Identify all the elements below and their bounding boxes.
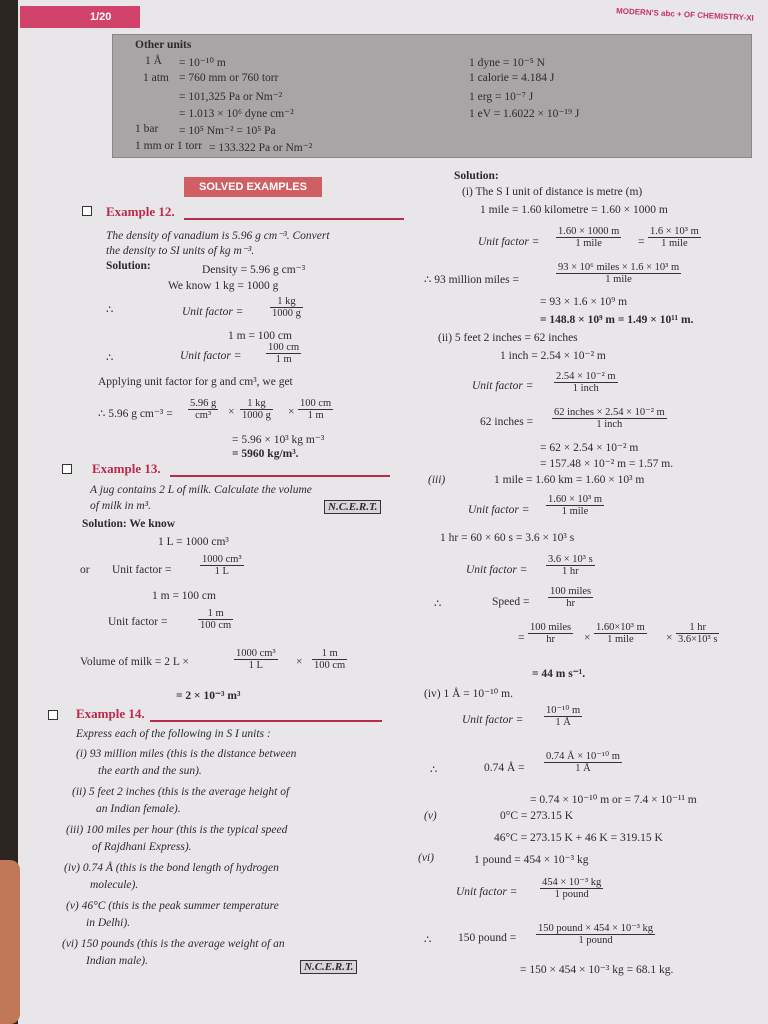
question-item: (iii) 100 miles per hour (this is the typical speed <box>66 824 288 836</box>
answer: = 5960 kg/m³. <box>232 448 299 460</box>
solution-line: 1 L = 1000 cm³ <box>158 536 229 548</box>
therefore-symbol: ∴ <box>430 764 438 776</box>
or-label: or <box>80 564 90 576</box>
solution-line: 1 m = 100 cm <box>228 330 292 342</box>
solution-line: 1 pound = 454 × 10⁻³ kg <box>474 854 589 866</box>
fraction: $\frac{100 cm}{1 m}$ <box>268 342 300 365</box>
unit-eq: = 10⁻¹⁰ m <box>179 57 226 69</box>
unit-factor-label: Unit factor = <box>112 564 172 576</box>
example-14-title: Example 14. <box>76 706 145 721</box>
unit-right: 1 calorie = 4.184 J <box>469 72 555 84</box>
question-item: the earth and the sun). <box>98 765 202 777</box>
fraction: 1.60×10³ m 1 mile <box>596 622 645 645</box>
fraction: 2.54 × 10⁻² m 1 inch <box>556 371 616 394</box>
question-item: (iv) 0.74 Å (this is the bond length of hydrogen <box>64 862 279 874</box>
part-label: (vi) <box>418 852 434 864</box>
fraction: $\frac{1 kg}{1000 g}$ <box>272 296 301 319</box>
question-text: A jug contains 2 L of milk. Calculate the volume <box>90 484 312 496</box>
equals-symbol: = <box>638 236 645 248</box>
fraction: 1.6 × 10³ m 1 mile <box>650 226 699 249</box>
fraction: $\frac{\text{10⁻¹⁰ m}}{1 Å}$ <box>546 705 581 728</box>
unit-label: 1 mm or 1 torr <box>135 140 203 152</box>
unit-factor-label: Unit factor = <box>472 380 534 392</box>
fraction: $\frac{100 cm}{1 m}$ <box>300 398 332 421</box>
unit-factor-label: Unit factor = <box>468 504 530 516</box>
unit-eq: = 1.013 × 10⁶ dyne cm⁻² <box>179 108 294 120</box>
unit-label: 1 atm <box>143 72 169 84</box>
fraction: $\frac{1 hr}{\text{3.6×10³ s}}$ <box>678 622 718 645</box>
therefore-symbol: ∴ <box>106 352 114 364</box>
times-symbol: × <box>584 632 591 644</box>
solution-line: = 93 × 1.6 × 10⁹ m <box>540 296 628 308</box>
solution-label: Solution: <box>106 260 151 272</box>
unit-right: 1 erg = 10⁻⁷ J <box>469 91 534 103</box>
unit-eq: = 760 mm or 760 torr <box>179 72 279 84</box>
fraction: $\frac{1 kg}{1000 g}$ <box>242 398 271 421</box>
question-text: of milk in m³. <box>90 500 151 512</box>
fraction: 100 miles hr <box>530 622 572 645</box>
solution-label: Solution: <box>454 170 499 182</box>
question-text: Express each of the following in S I units : <box>76 728 271 740</box>
solution-line: 150 pound = <box>458 932 517 944</box>
running-title: MODERN'S abc + OF CHEMISTRY-XI <box>615 6 755 23</box>
times-symbol: × <box>288 406 295 418</box>
fraction: 1.60 × 1000 m 1 mile <box>558 226 620 249</box>
fraction: $\frac{5.96 g}{\text{cm³}}$ <box>190 398 217 421</box>
other-units-box <box>112 34 752 158</box>
unit-factor-label: Unit factor = <box>466 564 528 576</box>
solution-line: We know 1 kg = 1000 g <box>168 280 279 292</box>
unit-factor-label: Unit factor = <box>456 886 518 898</box>
question-item: of Rajdhani Express). <box>92 841 192 853</box>
fraction: 93 × 10⁶ miles × 1.6 × 10³ m 1 mile <box>558 262 680 285</box>
fraction: $\frac{\text{3.6 × 10³ s}}{1 hr}$ <box>548 554 593 577</box>
thumb <box>0 860 20 1024</box>
solution-line: = 0.74 × 10⁻¹⁰ m or = 7.4 × 10⁻¹¹ m <box>530 794 697 806</box>
solution-line: ∴ 5.96 g cm⁻³ = <box>98 408 173 420</box>
solution-line: Volume of milk = 2 L × <box>80 656 189 668</box>
unit-eq: = 101,325 Pa or Nm⁻² <box>179 91 283 103</box>
fraction: $\frac{\text{1000 cm³}}{1 L}$ <box>236 648 276 671</box>
solution-line: (iv) 1 Å = 10⁻¹⁰ m. <box>424 688 513 700</box>
solution-line: Applying unit factor for g and cm³, we get <box>98 376 293 388</box>
solution-line: Speed = <box>492 596 530 608</box>
solved-examples-banner: SOLVED EXAMPLES <box>184 177 322 197</box>
fraction: $\frac{\text{1000 cm³}}{1 L}$ <box>202 554 242 577</box>
question-text: The density of vanadium is 5.96 g cm⁻³. Convert <box>106 230 330 242</box>
solution-line: 0°C = 273.15 K <box>500 810 574 822</box>
solution-line: 1 m = 100 cm <box>152 590 216 602</box>
unit-eq: = 133.322 Pa or Nm⁻² <box>209 142 313 154</box>
unit-factor-label: Unit factor = <box>108 616 168 628</box>
therefore-symbol: ∴ <box>434 598 442 610</box>
solution-line: 1 hr = 60 × 60 s = 3.6 × 10³ s <box>440 532 575 544</box>
answer: = 2 × 10⁻³ m³ <box>176 690 241 702</box>
checkbox-icon <box>82 206 92 216</box>
equals-symbol: = <box>518 632 525 644</box>
ncert-tag: N.C.E.R.T. <box>324 500 381 514</box>
unit-label: 1 Å <box>145 55 162 67</box>
unit-label: 1 bar <box>135 123 159 135</box>
question-item: an Indian female). <box>96 803 181 815</box>
unit-factor-label: Unit factor = <box>180 350 242 362</box>
question-item: in Delhi). <box>86 917 131 929</box>
divider <box>170 475 390 477</box>
unit-factor-label: Unit factor = <box>462 714 524 726</box>
solution-line: 62 inches = <box>480 416 534 428</box>
question-item: (ii) 5 feet 2 inches (this is the average height of <box>72 786 290 798</box>
unit-factor-label: Unit factor = <box>182 306 244 318</box>
solution-line: 1 mile = 1.60 kilometre = 1.60 × 1000 m <box>480 204 668 216</box>
fraction: $\frac{1 m}{100 cm}$ <box>314 648 346 671</box>
question-item: (v) 46°C (this is the peak summer temperature <box>66 900 279 912</box>
units-title: Other units <box>135 39 192 51</box>
solution-line: = 62 × 2.54 × 10⁻² m <box>540 442 639 454</box>
solution-line: = 5.96 × 10³ kg m⁻³ <box>232 434 325 446</box>
part-label: (iii) <box>428 474 446 486</box>
fraction: 100 miles hr <box>550 586 592 609</box>
fraction: 150 pound × 454 × 10⁻³ kg 1 pound <box>538 923 654 946</box>
fraction: $\frac{1 m}{100 cm}$ <box>200 608 232 631</box>
example-12-title: Example 12. <box>106 204 175 219</box>
question-item: (vi) 150 pounds (this is the average weight of an <box>62 938 285 950</box>
fraction: 62 inches × 2.54 × 10⁻² m 1 inch <box>554 407 665 430</box>
question-item: molecule). <box>90 879 139 891</box>
part-label: (v) <box>424 810 437 822</box>
checkbox-icon <box>62 464 72 474</box>
solution-line: 0.74 Å = <box>484 762 525 774</box>
unit-eq: = 10⁵ Nm⁻² = 10⁵ Pa <box>179 125 276 137</box>
times-symbol: × <box>666 632 673 644</box>
divider <box>184 218 404 220</box>
solution-line: Density = 5.96 g cm⁻³ <box>202 264 306 276</box>
unit-right: 1 dyne = 10⁻⁵ N <box>469 57 545 69</box>
divider <box>150 720 382 722</box>
solution-line: (ii) 5 feet 2 inches = 62 inches <box>438 332 578 344</box>
solution-line: (i) The S I unit of distance is metre (m) <box>462 186 643 198</box>
question-item: (i) 93 million miles (this is the distance between <box>76 748 297 760</box>
unit-right: 1 eV = 1.6022 × 10⁻¹⁹ J <box>469 108 580 120</box>
example-13-title: Example 13. <box>92 461 161 476</box>
answer: = 148.8 × 10⁹ m = 1.49 × 10¹¹ m. <box>540 314 694 326</box>
solution-line: ∴ 93 million miles = <box>424 274 519 286</box>
fraction: $\frac{\text{0.74 Å × 10⁻¹⁰ m}}{1 Å}$ <box>546 751 620 774</box>
solution-line: 1 inch = 2.54 × 10⁻² m <box>500 350 606 362</box>
times-symbol: × <box>296 656 303 668</box>
therefore-symbol: ∴ <box>106 304 114 316</box>
solution-line: 46°C = 273.15 K + 46 K = 319.15 K <box>494 832 663 844</box>
page-header <box>20 6 768 30</box>
page-number: 1/20 <box>20 6 140 28</box>
fraction: 1.60 × 10³ m 1 mile <box>548 494 602 517</box>
question-text: the density to SI units of kg m⁻³. <box>106 245 255 257</box>
unit-factor-label: Unit factor = <box>478 236 540 248</box>
solution-line: 1 mile = 1.60 km = 1.60 × 10³ m <box>494 474 645 486</box>
solution-line: = 157.48 × 10⁻² m = 1.57 m. <box>540 458 674 470</box>
fraction: 454 × 10⁻³ kg 1 pound <box>542 877 602 900</box>
times-symbol: × <box>228 406 235 418</box>
question-item: Indian male). <box>86 955 148 967</box>
ncert-tag: N.C.E.R.T. <box>300 960 357 974</box>
therefore-symbol: ∴ <box>424 934 432 946</box>
answer: = 44 m s⁻¹. <box>532 668 586 680</box>
answer: = 150 × 454 × 10⁻³ kg = 68.1 kg. <box>520 964 674 976</box>
checkbox-icon <box>48 710 58 720</box>
solution-label: Solution: We know <box>82 518 176 530</box>
